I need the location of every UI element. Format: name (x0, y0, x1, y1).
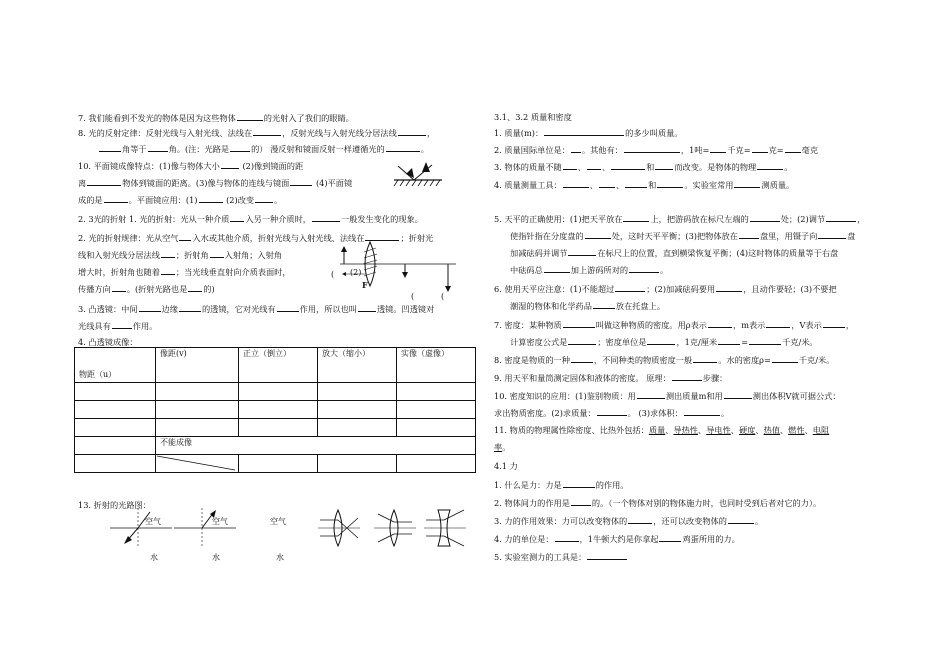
r4-sep-2: 、 (615, 180, 625, 190)
table-cell[interactable] (156, 419, 239, 437)
r11-text-a: 11. 物质的物理属性除密度、比热外包括： (494, 425, 649, 435)
property-flammability: 燃性 (788, 425, 805, 435)
property-heat-value: 热值 (763, 425, 780, 435)
r2-blank-4[interactable] (752, 144, 768, 153)
r7-blank-6[interactable] (647, 336, 675, 345)
table-cell[interactable] (397, 383, 476, 401)
refraction-blank-2[interactable] (312, 213, 340, 222)
table-header-upright: 正立（倒立） (239, 348, 318, 383)
r11-sep: 、 (730, 425, 739, 435)
table-cell[interactable] (397, 455, 476, 473)
refraction-text-a: 2. 3光的折射 1. 光的折射：光从一种介质 (78, 214, 230, 224)
force-heading (494, 461, 518, 472)
refraction-text-c: 一般发生变化的现象。 (340, 214, 423, 224)
air-label-1: 空气 (145, 517, 161, 526)
refraction-text-e: 入水或其他介质，折射光线与入射光线、法线在 (192, 233, 365, 243)
table-row (75, 348, 476, 383)
q8-text: 8. 光的反射定律：反射光线与入射光线、法线在 (78, 128, 253, 138)
r2-blank-3[interactable] (710, 144, 726, 153)
q10-line-2 (78, 177, 352, 189)
water-label-3: 水 (276, 553, 284, 562)
concave-lens-diagram (424, 508, 466, 548)
table-row (75, 419, 476, 437)
r10-blank-2[interactable] (724, 390, 752, 399)
r10-text-d: 求出物质密度。(2)求质量： (494, 408, 596, 418)
refraction-blank-7[interactable] (161, 266, 175, 275)
r5-blank-9[interactable] (629, 264, 659, 273)
convex-text-d: 作用，所以也叫 (299, 304, 357, 314)
table-cell[interactable] (318, 455, 397, 473)
q10-blank-4[interactable] (104, 194, 128, 203)
table-cell[interactable] (75, 455, 156, 473)
convex-blank-4[interactable] (358, 303, 376, 312)
r7-text-h: ，1克/厘米 (676, 337, 718, 347)
r3-line (494, 161, 792, 173)
r3-period: 。 (784, 162, 793, 172)
r2-text-c: ，1吨= (680, 145, 710, 155)
f3-blank-2[interactable] (728, 515, 754, 524)
table-cell[interactable] (239, 401, 318, 419)
q10-text-e: (4)平面镜 (313, 178, 353, 188)
f3-period: 。 (754, 516, 764, 526)
property-hardness: 硬度 (738, 425, 756, 435)
q10-text-g: 。平面镜应用：(1) (128, 195, 198, 205)
q8-text-f: 的） 漫反射和镜面反射一样遵循光的 (251, 144, 385, 154)
r6-text-e: 放在托盘上。 (615, 301, 666, 311)
refraction-blank-9[interactable] (188, 283, 202, 292)
q8-line-2 (98, 143, 429, 155)
q10-blank-1[interactable] (221, 160, 239, 169)
q7-text: 7. 我们能看到不发光的物体是因为这些物体 (78, 113, 236, 123)
q8-blank-5[interactable] (230, 143, 250, 152)
r3-text-d: 和 (646, 162, 655, 172)
r2-blank-5[interactable] (785, 144, 801, 153)
r1-line (494, 127, 682, 139)
r10-blank-1[interactable] (637, 390, 665, 399)
refraction-blank-6[interactable] (210, 249, 224, 258)
r4-blank-1[interactable] (563, 179, 589, 188)
r3-blank-2[interactable] (587, 161, 601, 170)
r10-text-e: 。 (3)求体积： (627, 408, 683, 418)
r8-text-a: 8. 密度是物质的一种 (494, 355, 570, 365)
q8-text-d: 角等于 (122, 144, 147, 154)
r2-line (494, 144, 818, 156)
table-cell[interactable] (239, 455, 318, 473)
property-electrical-conductivity: 导电性 (706, 425, 731, 435)
refraction-text-k: ；当光线垂直射向介质表面时， (175, 267, 291, 277)
r5-line-1 (494, 213, 865, 225)
f3-text-b: ，还可以改变物体的 (653, 516, 727, 526)
r5-text-h: 盘 (847, 231, 856, 241)
r5-period: 。 (660, 265, 669, 275)
r8-blank-1[interactable] (571, 354, 593, 363)
q10-text-f: 成的是 (78, 195, 103, 205)
r5-comma: ， (857, 214, 866, 224)
f4-text-c: 鸡蛋所用的力。 (682, 534, 740, 544)
fig-paren-3: ( (441, 292, 445, 301)
q10-blank-2[interactable] (87, 177, 121, 186)
q10-line-1 (78, 160, 303, 172)
r6-text-a: 6. 使用天平应注意：(1)不能超过 (494, 284, 615, 294)
r4-blank-4[interactable] (657, 179, 683, 188)
r4-text: 4. 质量测量工具： (494, 180, 562, 190)
refraction-text-h: ；折射角 (175, 250, 209, 260)
convex-blank-3[interactable] (277, 303, 299, 312)
convex-text-b: 边缘 (161, 304, 178, 314)
r5-blank-1[interactable] (623, 213, 649, 222)
water-label-2: 水 (212, 553, 220, 562)
table-header-object-distance (75, 348, 156, 383)
r5-text-c: 处；(2)调节 (780, 214, 826, 224)
table-row (75, 383, 476, 401)
table-cell[interactable] (75, 419, 156, 437)
q8-blank-3[interactable] (99, 143, 121, 152)
refraction-text-l: 传播方向 (78, 284, 111, 294)
r3-blank-5[interactable] (757, 161, 783, 170)
f2-blank[interactable] (571, 497, 591, 506)
r6-text-b: ；(2)加减砝码要用 (646, 284, 716, 294)
q10-text-d: 物体到镜面的距离。(3)像与物体的连线与镜面 (122, 178, 290, 188)
air-label-3: 空气 (270, 517, 286, 526)
r1-text: 1. 质量(m)： (494, 128, 544, 138)
table-row (75, 455, 476, 473)
table-cell[interactable] (239, 419, 318, 437)
refraction-text-d: 2. 光的折射规律：光从空气 (78, 233, 179, 243)
table-cell[interactable] (156, 401, 239, 419)
refraction-text-g: 线和入射光线分居法线 (78, 250, 160, 260)
r9-blank-1[interactable] (672, 372, 702, 381)
q8-text-e: 角。(注：光路是 (168, 144, 230, 154)
refraction-text-f: ；折射光 (400, 233, 434, 243)
r5-text-l: 加上游码所对的 (570, 265, 629, 275)
r7-line-2 (510, 336, 818, 348)
q8-line-1 (78, 127, 435, 139)
r10-blank-3[interactable] (597, 407, 627, 416)
q10-blank-5[interactable] (199, 194, 223, 203)
property-resistivity: 电阻 (812, 425, 830, 435)
refraction-blank-8[interactable] (112, 283, 126, 292)
r7-comma: ， (845, 320, 855, 330)
table-cell[interactable] (75, 401, 156, 419)
r9-text-a: 9. 用天平和量筒测定固体和液体的密度。 原理： (494, 373, 671, 383)
refraction-text-j: 增大时，折射角也随着 (78, 267, 160, 277)
air-label-2: 空气 (212, 517, 228, 526)
r3-blank-4[interactable] (655, 161, 673, 170)
q8-blank-2[interactable] (398, 127, 426, 136)
q10-text-h: (2)改变 (223, 195, 255, 205)
r5-line-2 (510, 230, 855, 242)
r9-text-b: 步骤： (702, 373, 728, 383)
f3-line (494, 515, 763, 527)
r7-blank-1[interactable] (563, 319, 595, 328)
table-row (75, 437, 476, 455)
convex-blank-1[interactable] (139, 303, 161, 312)
refraction-blank-5[interactable] (161, 249, 175, 258)
r5-blank-5[interactable] (739, 230, 759, 239)
refraction-text-n: 的) (203, 284, 215, 294)
r7-text-b: 叫做这种物质的密度。用ρ表示 (595, 320, 707, 330)
refraction-text-b: 入另一种介质时， (245, 214, 311, 224)
fig-paren-1: ( (331, 270, 335, 279)
q10-line-3 (78, 194, 282, 206)
refraction-blank-3[interactable] (179, 232, 191, 241)
convex-text-a: 3. 凸透镜：中间 (78, 304, 138, 314)
r5-text-e: 使指针指在分度盘的 (510, 231, 584, 241)
fig-label-2: (2) (350, 268, 362, 277)
r3-sep-1: 、 (577, 162, 586, 172)
q7-line (78, 112, 354, 124)
table-header-real-virtual: 实像（虚像） (397, 348, 476, 383)
r11-sep: 、 (804, 425, 813, 435)
f2-text-b: 的。（一个物体对别的物体施力时，也同时受到后者对它的力）。 (591, 498, 822, 508)
r8-period: 。 (826, 355, 835, 365)
mass-density-heading (494, 112, 572, 123)
r6-blank-2[interactable] (716, 283, 742, 292)
refraction-line-3 (78, 249, 282, 261)
r3-text: 3. 物体的质量不随 (494, 162, 562, 172)
r7-blank-8[interactable] (749, 336, 781, 345)
r6-line-1 (494, 283, 837, 295)
r7-blank-7[interactable] (718, 336, 740, 345)
table-cell[interactable] (156, 383, 239, 401)
r7-text-c: ，m表示 (733, 320, 766, 330)
r5-text-b: 上，把游码放在标尺左端的 (650, 214, 749, 224)
convex-lens-line-1 (78, 303, 434, 315)
table-cell[interactable] (75, 383, 156, 401)
r10-line-1 (494, 390, 841, 402)
convex-imaging-text: 4. 凸透镜成像： (78, 337, 138, 347)
r4-sep-1: 、 (589, 180, 598, 190)
q10-text-c: 离 (78, 178, 87, 188)
convex-text-c: 的透镜，它对光线有 (201, 304, 276, 314)
r7-period: 。 (809, 337, 818, 347)
r8-line (494, 354, 834, 366)
r4-text-f: 测质量。 (761, 180, 795, 190)
table-cell[interactable] (318, 401, 397, 419)
r5-blank-4[interactable] (585, 230, 611, 239)
q8-blank-6[interactable] (386, 143, 420, 152)
r8-blank-2[interactable] (693, 354, 717, 363)
r10-text-c: 测出体积V就可据公式： (752, 391, 841, 401)
table-cell[interactable] (397, 401, 476, 419)
r6-text-d: 潮湿的物体和化学药品 (510, 301, 592, 311)
r7-line-1 (494, 319, 854, 331)
r11-sep: 、 (665, 425, 674, 435)
table-header-magnify: 放大（缩小） (318, 348, 397, 383)
q8-period: 。 (420, 144, 429, 154)
r3-text-e: 而改变。是物体的物理 (674, 162, 757, 172)
r2-text-b: 。其他有： (581, 145, 623, 155)
r10-text-a: 10. 密度知识的应用：(1)鉴别物质：用 (494, 391, 636, 401)
focus-label: F (362, 280, 368, 290)
lens-imaging-table (74, 347, 476, 473)
r2-text-f: 毫克 (801, 145, 819, 155)
property-resistivity-end: 率 (494, 442, 503, 452)
f5-line (494, 551, 628, 563)
cannot-image-label: 不能成像 (160, 438, 192, 447)
r1-blank[interactable] (544, 127, 624, 136)
convex-text-g: 作用。 (132, 321, 158, 331)
r7-text-j: 千克/米 (782, 337, 810, 347)
table-cell[interactable] (397, 419, 476, 437)
convex-blank-5[interactable] (112, 320, 132, 329)
table-diagonal (157, 456, 237, 472)
r5-text-f: 处，这时天平平衡；(3)把物体放在 (611, 231, 738, 241)
r2-text-e: 克= (768, 145, 784, 155)
r2-blank-1[interactable] (571, 144, 581, 153)
r7-text-d: ，V表示 (791, 320, 822, 330)
q10-blank-3[interactable] (290, 177, 312, 186)
r7-blank-4[interactable] (823, 319, 845, 328)
f5-text-a: 5. 实验室测力的工具是： (494, 552, 587, 562)
r11-sep: 、 (755, 425, 764, 435)
r5-text-j: 在标尺上的位置，直到横梁恢复平衡；(4)这时物体的质量等于右盘 (597, 248, 839, 258)
r4-blank-5[interactable] (734, 179, 760, 188)
q10-blank-6[interactable] (255, 194, 273, 203)
q10-text-a: 10. 平面镜成像特点：(1)像与物体大小 (78, 161, 220, 171)
convex-blank-2[interactable] (179, 303, 201, 312)
r10-text-b: 测出质量m和用 (665, 391, 723, 401)
q10-text-b: (2)像到镜面的距 (239, 161, 304, 171)
mirror-diagram (392, 160, 452, 188)
f4-text-b: ，1牛顿大约是你拿起 (579, 534, 659, 544)
r8-text-b: ，不同种类的物质密度一般 (593, 355, 693, 365)
refraction-text-m: 。(折射光路也是 (126, 284, 188, 294)
r4-line (494, 179, 794, 191)
r9-line (494, 372, 727, 384)
refraction-line-1 (78, 213, 423, 225)
property-mass: 质量 (648, 425, 666, 435)
r7-blank-5[interactable] (568, 336, 596, 345)
r7-text-f: 计算密度公式是 (510, 337, 568, 347)
r11-sep: 、 (697, 425, 707, 435)
r5-text-i: 加减砝码并调节 (510, 248, 568, 258)
f5-blank[interactable] (587, 551, 627, 560)
refraction-diagram-1 (108, 506, 178, 546)
refraction-text-i: 入射角；入射角 (224, 250, 282, 260)
r5-blank-3[interactable] (826, 213, 856, 222)
f1-text-b: 的作用。 (595, 480, 629, 490)
r8-text-c: 。水的密度ρ= (718, 355, 771, 365)
r5-line-4 (510, 264, 668, 276)
table-header-image-distance: 像距(v) (156, 348, 239, 383)
q8-blank-1[interactable] (253, 127, 281, 136)
f1-text-a: 1. 什么是力：力是 (494, 480, 562, 490)
r1-text-b: 的多少叫质量。 (625, 128, 683, 138)
r7-text-a: 7. 密度：某种物质 (494, 320, 562, 330)
r5-text-a: 5. 天平的正确使用：(1)把天平放在 (494, 214, 623, 224)
table-cell[interactable] (239, 383, 318, 401)
r5-line-3 (510, 247, 838, 259)
water-label-1: 水 (150, 553, 158, 562)
refraction-blank-1[interactable] (230, 213, 244, 222)
f4-text-a: 4. 力的单位是： (494, 534, 554, 544)
refraction-line-4 (78, 266, 291, 278)
f2-text-a: 2. 物体间力的作用是 (494, 498, 570, 508)
refraction-diagram-text: 13. 折射的光路图： (78, 500, 151, 510)
r8-blank-3[interactable] (772, 354, 798, 363)
r5-blank-6[interactable] (818, 230, 846, 239)
r10-period: 。 (720, 408, 730, 418)
r11-line-2 (494, 442, 510, 453)
refraction-diagram-2 (172, 506, 242, 546)
r10-blank-4[interactable] (684, 407, 720, 416)
fig-paren-2: ( (411, 292, 415, 301)
r10-line-2 (494, 407, 729, 419)
f1-line (494, 479, 629, 491)
r4-text-d: 和 (648, 180, 657, 190)
convex-text-e: 透镜。凹透镜对 (376, 304, 435, 314)
r4-blank-3[interactable] (625, 179, 647, 188)
r5-blank-7[interactable] (568, 247, 596, 256)
r6-text-c: ，且动作要轻；(3)不要把 (743, 284, 837, 294)
f3-text-a: 3. 力的作用效果：力可以改变物体的 (494, 516, 628, 526)
r5-blank-2[interactable] (750, 213, 780, 222)
r5-text-k: 中砝码总 (510, 265, 543, 275)
r2-blank-2[interactable] (624, 144, 680, 153)
q7-blank[interactable] (237, 112, 263, 121)
r3-sep-2: 、 (601, 162, 611, 172)
f3-blank-1[interactable] (628, 515, 652, 524)
property-thermal-conductivity: 导热性 (673, 425, 698, 435)
r2-text-d: 千克= (727, 145, 751, 155)
r11-sep: 、 (779, 425, 789, 435)
table-cell[interactable] (75, 437, 156, 455)
r11-line-1 (494, 425, 829, 436)
table-row (75, 401, 476, 419)
r5-blank-8[interactable] (544, 264, 570, 273)
r11-period: 。 (502, 442, 511, 452)
r7-equals: = (741, 337, 749, 347)
r4-text-e: 。实验室常用 (684, 180, 734, 190)
r7-blank-2[interactable] (708, 319, 732, 328)
f1-blank[interactable] (563, 479, 595, 488)
convex-lens-diagram-2 (374, 508, 416, 548)
q7-text-end: 的光射入了我们的眼睛。 (263, 113, 354, 123)
r8-text-d: 千克/米 (798, 355, 827, 365)
table-cell[interactable] (318, 419, 397, 437)
r5-text-g: 盘里，用镊子向 (759, 231, 818, 241)
mass-density-title: 3.1、3.2 质量和密度 (494, 112, 572, 122)
convex-text-f: 光线具有 (78, 321, 111, 331)
f4-blank-2[interactable] (659, 533, 681, 542)
convex-lens-line-2 (78, 320, 157, 332)
q10-period: 。 (274, 195, 283, 205)
f4-blank-1[interactable] (555, 533, 579, 542)
r6-blank-1[interactable] (615, 283, 645, 292)
table-cell-cannot-image (156, 437, 476, 455)
r6-line-2 (510, 300, 665, 312)
table-cell[interactable] (318, 383, 397, 401)
r4-blank-2[interactable] (599, 179, 615, 188)
q8-comma: ， (426, 128, 436, 138)
f4-line (494, 533, 740, 545)
r3-blank-1[interactable] (563, 161, 577, 170)
force-title: 4.1 力 (494, 461, 518, 471)
refraction-line-5 (78, 283, 215, 295)
q8-blank-4[interactable] (148, 143, 168, 152)
q8-text-b: ，反射光线与入射光线分居法线 (282, 128, 397, 138)
convex-lens-diagram (318, 508, 360, 548)
r6-blank-3[interactable] (593, 300, 615, 309)
header-label: 物距（u） (79, 370, 117, 379)
r2-text: 2. 质量国际单位是： (494, 145, 570, 155)
r3-blank-3[interactable] (611, 161, 645, 170)
f2-line (494, 497, 821, 509)
r7-text-g: ；密度单位是 (597, 337, 647, 347)
r7-blank-3[interactable] (766, 319, 790, 328)
